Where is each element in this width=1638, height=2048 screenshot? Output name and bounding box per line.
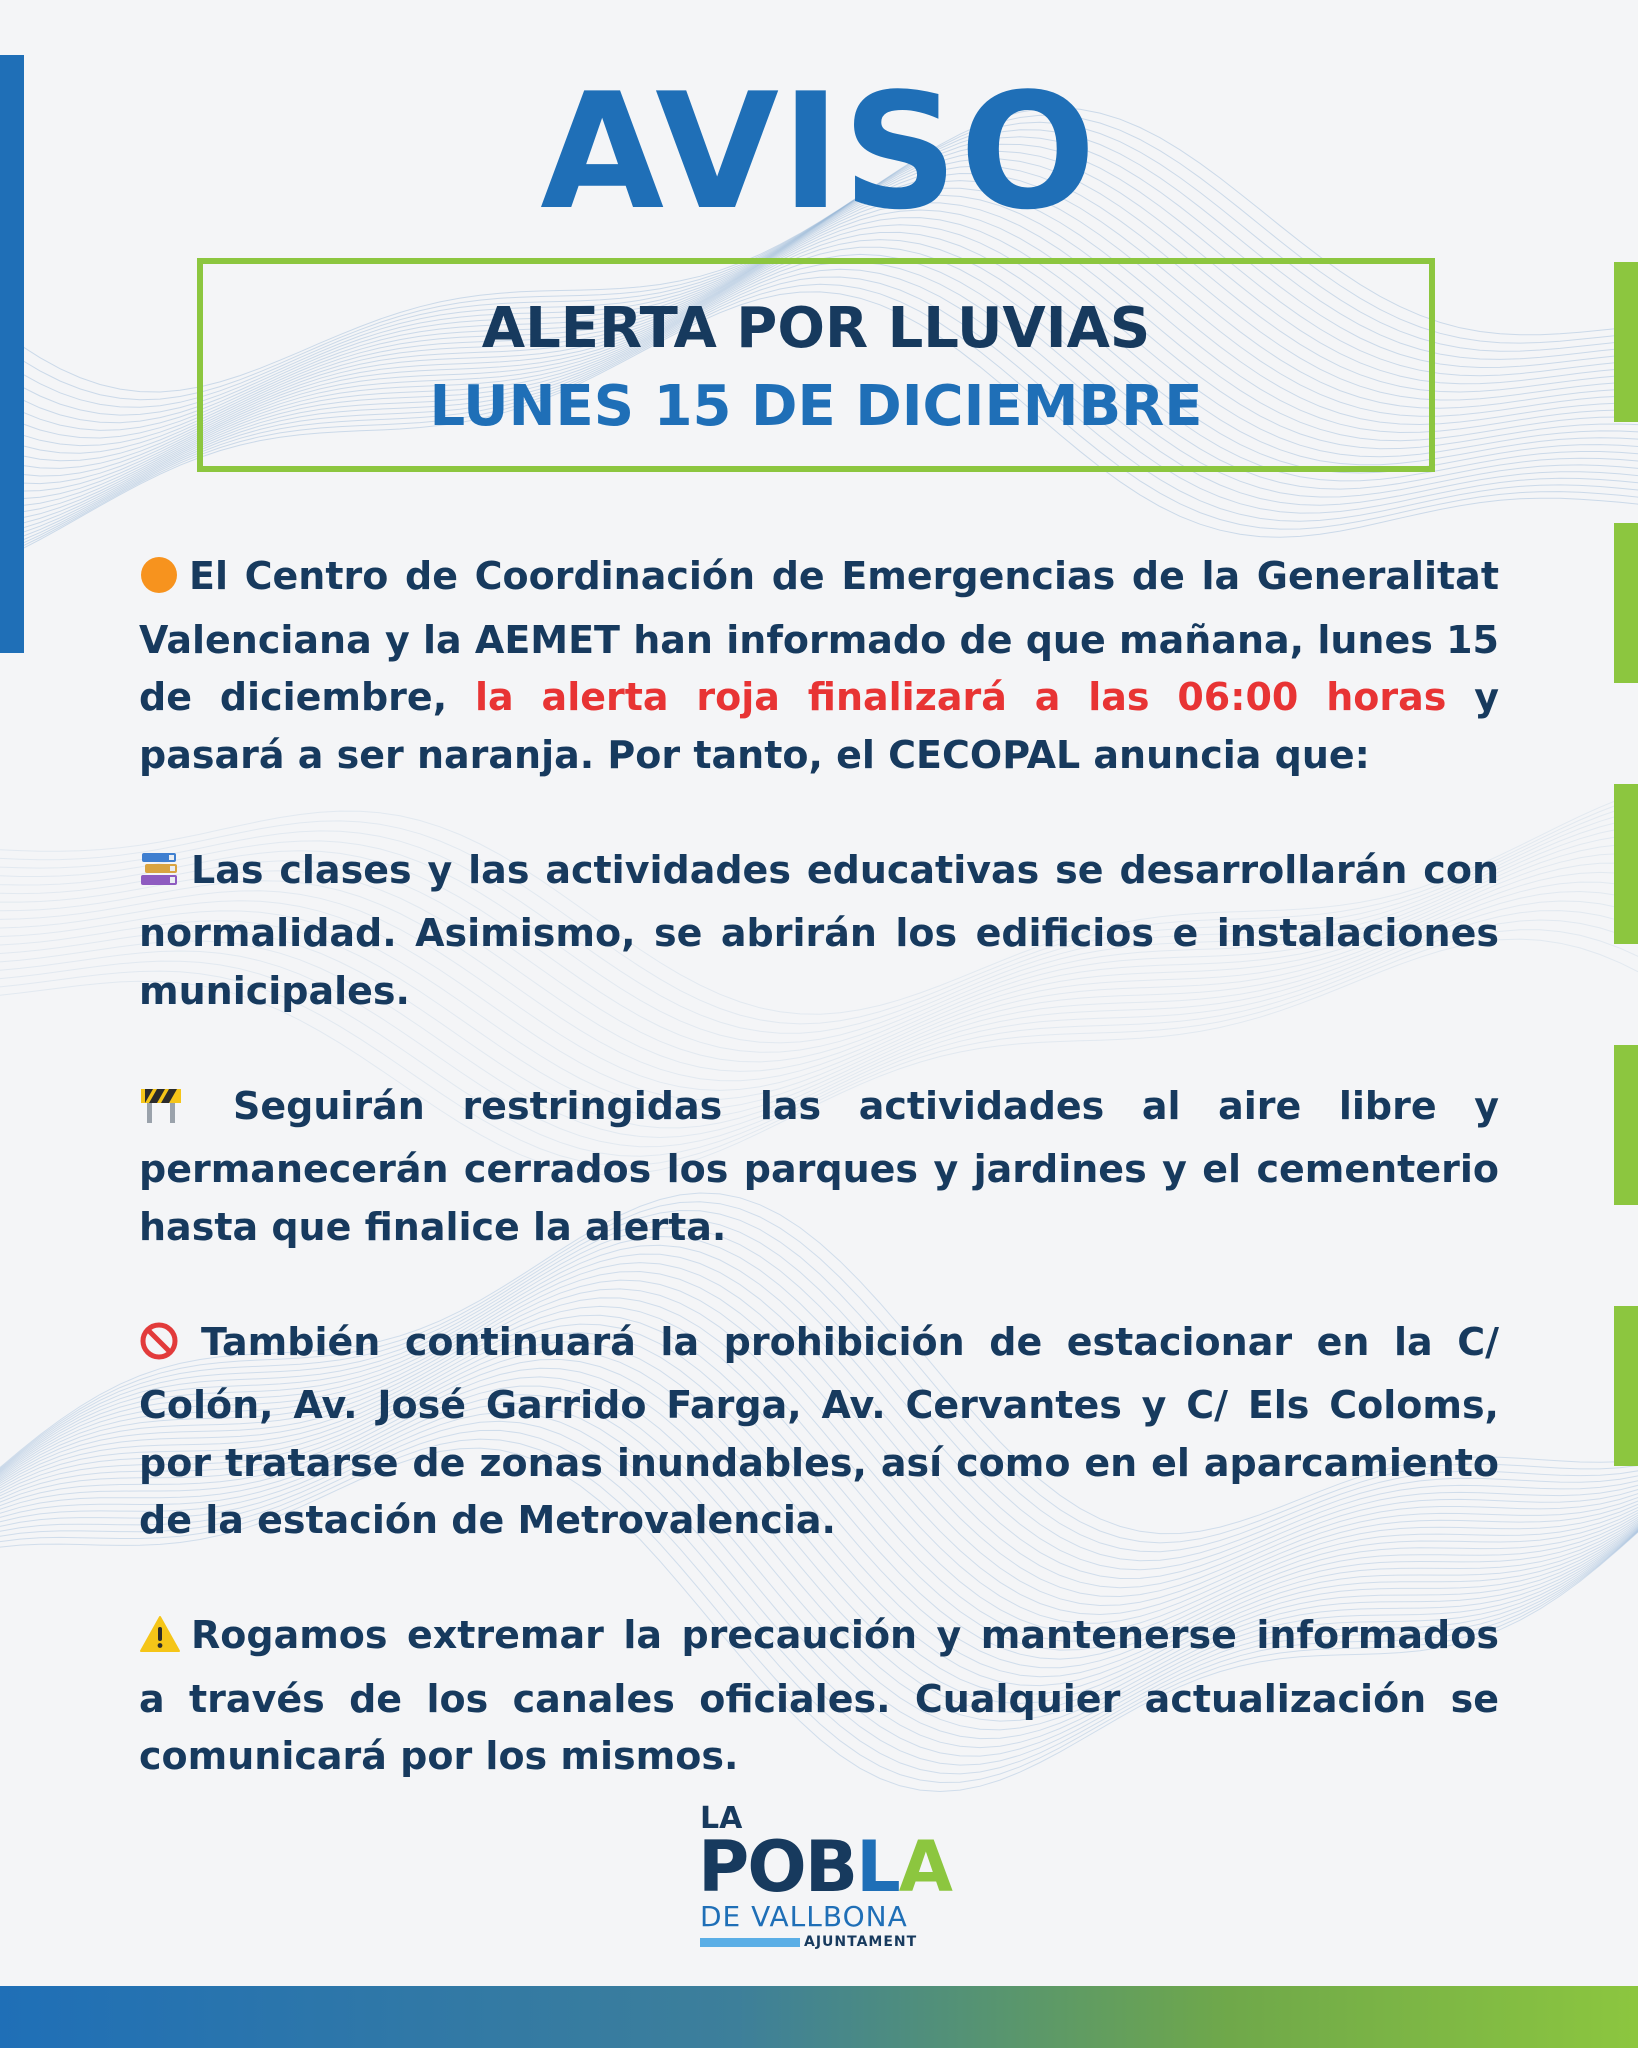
right-accent-tick bbox=[1614, 1306, 1638, 1466]
construction-barrier-icon bbox=[139, 1084, 183, 1142]
right-accent-tick bbox=[1614, 262, 1638, 422]
logo-underline-bar bbox=[700, 1938, 800, 1947]
logo-l: L bbox=[856, 1826, 899, 1908]
paragraph-parking-ban bbox=[139, 1314, 1499, 1550]
announcement-text: El Centro de Coordinación de Emergencias de la Generalitat Valenciana y la AEMET han informado de que mañana, lunes 15 de diciembre, bbox=[139, 554, 1499, 719]
alert-date: LUNES 15 DE DICIEMBRE bbox=[429, 374, 1203, 439]
alert-box bbox=[197, 258, 1435, 472]
books-icon bbox=[139, 848, 181, 906]
paragraph-classes bbox=[139, 842, 1499, 1021]
notice-body bbox=[139, 548, 1499, 1786]
right-accent-tick bbox=[1614, 1045, 1638, 1205]
notice-title: AVISO bbox=[540, 58, 1098, 245]
paragraph-outdoor-restrictions bbox=[139, 1078, 1499, 1257]
bottom-gradient-bar bbox=[0, 1986, 1638, 2048]
announcement-text-end: y pasará a ser naranja. Por tanto, el CECOPAL anuncia que: bbox=[139, 675, 1499, 777]
logo-de-vallbona: DE VALLBONA bbox=[700, 1900, 908, 1933]
orange-circle-icon bbox=[139, 554, 179, 612]
paragraph-caution bbox=[139, 1607, 1499, 1786]
logo-a: A bbox=[898, 1826, 951, 1908]
caution-text: Rogamos extremar la precaución y mantenerse informados a través de los canales oficiales. Cualquier actualización se comunicará por los mismos. bbox=[139, 1613, 1499, 1778]
town-hall-logo bbox=[698, 1801, 951, 1952]
alert-heading: ALERTA POR LLUVIAS bbox=[481, 296, 1151, 361]
logo-pob: POB bbox=[698, 1826, 857, 1908]
right-accent-tick bbox=[1614, 784, 1638, 944]
logo-ajuntament: AJUNTAMENT bbox=[804, 1934, 918, 1950]
classes-text: Las clases y las actividades educativas se desarrollarán con normalidad. Asimismo, se abrirán los edificios e instalaciones municipales. bbox=[139, 847, 1499, 1013]
right-accent-tick bbox=[1614, 523, 1638, 683]
paragraph-announcement bbox=[139, 548, 1499, 784]
warning-icon bbox=[139, 1613, 181, 1671]
logo-la: LA bbox=[700, 1801, 743, 1836]
parking-ban-text: También continuará la prohibición de estacionar en la C/ Colón, Av. José Garrido Farga, Av. Cervantes y C/ Els Coloms, por tratarse de zonas inundables, así como en el aparcamiento de la estación de Metrovalencia. bbox=[139, 1319, 1499, 1542]
outdoor-restrictions-text: Seguirán restringidas las actividades al aire libre y permanecerán cerrados los parques y jardines y el cementerio hasta que finalice la alerta. bbox=[139, 1083, 1499, 1249]
logo-pobla bbox=[698, 1826, 951, 1908]
prohibited-icon bbox=[139, 1320, 179, 1378]
red-alert-highlight: la alerta roja finalizará a las 06:00 horas bbox=[475, 675, 1447, 719]
